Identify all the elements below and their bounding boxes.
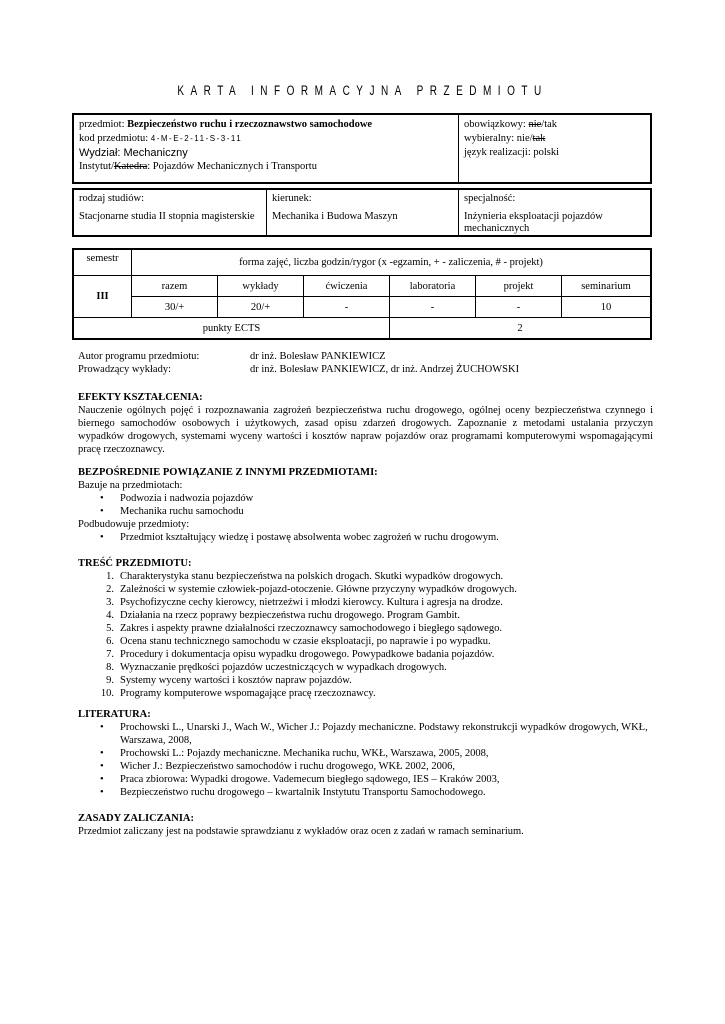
tresc-section [78, 557, 653, 700]
literatura-heading: LITERATURA: [78, 709, 151, 720]
list-item-text: Bezpieczeństwo ruchu drogowego – kwartalnik Instytutu Transportu Samochodowego. [120, 787, 486, 798]
value-cwiczenia: - [304, 297, 390, 318]
studies-table [72, 188, 652, 237]
kod-value: 4-M-E-2-11-S-3-11 [150, 134, 243, 143]
semestr-header: semestr [73, 249, 132, 276]
ects-value: 2 [390, 318, 652, 340]
list-item-text: Prochowski L., Unarski J., Wach W., Wicher J.: Pojazdy mechaniczne. Podstawy rekonstrukcji wypadków drogowych, WKŁ, Warszawa, 2008, [120, 722, 648, 746]
value-razem: 30/+ [132, 297, 218, 318]
autor-label: Autor programu przedmiotu: [78, 351, 200, 362]
list-item-text: Wicher J.: Bezpieczeństwo samochodów i ruchu drogowego, WKŁ 2002, 2006, [120, 761, 456, 772]
list-item-text: Zależności w systemie człowiek-pojazd-otoczenie. Główne przyczyny wypadków drogowych. [120, 584, 517, 595]
powiazanie-section [78, 466, 653, 544]
list-item [78, 570, 653, 583]
list-number: 1. [106, 571, 114, 582]
value-projekt: - [476, 297, 562, 318]
podbudowuje-list [78, 531, 653, 544]
list-item [78, 635, 653, 648]
list-item-text: Przedmiot kształtujący wiedzę i postawę absolwenta wobec zagrożeń w ruchu drogowym. [120, 532, 499, 543]
kierunek-cell [267, 189, 459, 236]
list-item-text: Systemy wyceny wartości i kosztów napraw pojazdów. [120, 675, 352, 686]
efekty-heading: EFEKTY KSZTAŁCENIA: [78, 392, 203, 403]
list-item-text: Działania na rzecz poprawy bezpieczeństwa ruchu drogowego. Program Gambit. [120, 610, 460, 621]
bullet-icon: • [100, 774, 104, 785]
obowiazkowy-label: obowiązkowy: [464, 119, 529, 130]
semestr-value: III [73, 276, 132, 318]
column-header-wyklady: wykłady [218, 276, 304, 297]
list-number: 3. [106, 597, 114, 608]
rodzaj-cell [73, 189, 267, 236]
column-header-seminarium: seminarium [562, 276, 652, 297]
zasady-section [78, 812, 653, 838]
wybieralny-line [464, 132, 646, 146]
value-laboratoria: - [390, 297, 476, 318]
list-item-text: Procedury i dokumentacja opisu wypadku drogowego. Powypadkowe badania pojazdów. [120, 649, 495, 660]
forms-header: forma zajęć, liczba godzin/rygor (x -egzamin, + - zaliczenia, # - projekt) [132, 249, 652, 276]
list-item-text: Podwozia i nadwozia pojazdów [120, 493, 254, 504]
instytut-line [79, 160, 454, 174]
bullet-icon: • [100, 722, 104, 733]
efekty-section [78, 391, 653, 456]
list-item [78, 531, 653, 544]
efekty-text: Nauczenie ogólnych pojęć i rozpoznawania zagrożeń bezpieczeństwa ruchu drogowego, ogólnej oceny bezpieczeństwa czynnego i biernego samochodów osobowych i użytkowych, zasad opisu zdarzeń drogowych. Zapoznanie z metodami ustalania przyczyn wypadków drogowych, systemami wyceny wartości i kosztów napraw pojazdów oraz programami komputerowymi wspomagającymi pracę rzeczoznawcy. [78, 405, 653, 455]
zasady-text: Przedmiot zaliczany jest na podstawie sprawdzianu z wykładów oraz ocen z zadań w ramach seminarium. [78, 826, 524, 837]
kierunek-value: Mechanika i Budowa Maszyn [272, 211, 398, 222]
jezyk-line: język realizacji: polski [464, 147, 560, 158]
katedra-label: Katedra [114, 161, 148, 172]
list-item-text: Prochowski L.: Pojazdy mechaniczne. Mechanika ruchu, WKŁ, Warszawa, 2005, 2008, [120, 748, 489, 759]
list-item [78, 492, 653, 505]
list-number: 9. [106, 675, 114, 686]
column-header-projekt: projekt [476, 276, 562, 297]
list-item [78, 596, 653, 609]
obowiazkowy-line [464, 118, 646, 132]
list-item [78, 773, 653, 786]
zasady-heading: ZASADY ZALICZANIA: [78, 813, 195, 824]
list-item [78, 583, 653, 596]
podbudowuje-label: Podbudowuje przedmioty: [78, 519, 190, 530]
column-header-razem: razem [132, 276, 218, 297]
value-wyklady: 20/+ [218, 297, 304, 318]
list-item [78, 721, 653, 747]
list-item [78, 786, 653, 799]
list-item [78, 609, 653, 622]
bullet-icon: • [100, 761, 104, 772]
list-item-text: Ocena stanu technicznego samochodu w czasie eksploatacji, po naprawie i po wypadku. [120, 636, 491, 647]
bazuje-label: Bazuje na przedmiotach: [78, 480, 183, 491]
przedmiot-label: przedmiot: [79, 119, 125, 130]
list-item [78, 674, 653, 687]
przedmiot-line [79, 118, 454, 132]
wydzial-line: Wydział: Mechaniczny [79, 147, 188, 159]
list-number: 8. [106, 662, 114, 673]
list-item-text: Praca zbiorowa: Wypadki drogowe. Vademecum biegłego sądowego, IES – Kraków 2003, [120, 774, 500, 785]
column-header-laboratoria: laboratoria [390, 276, 476, 297]
bullet-icon: • [100, 532, 104, 543]
list-number: 4. [106, 610, 114, 621]
list-item [78, 687, 653, 700]
obowiazkowy-struck: nie [528, 119, 542, 130]
powiazanie-heading: BEZPOŚREDNIE POWIĄZANIE Z INNYMI PRZEDMIOTAMI: [78, 467, 378, 478]
document-title: KARTA INFORMACYJNA PRZEDMIOTU [177, 84, 548, 99]
kod-line [79, 132, 454, 146]
bullet-icon: • [100, 506, 104, 517]
tresc-heading: TREŚĆ PRZEDMIOTU: [78, 558, 192, 569]
literatura-section [78, 708, 653, 799]
ects-label: punkty ECTS [73, 318, 390, 340]
list-number: 2. [106, 584, 114, 595]
specjalnosc-cell [459, 189, 652, 236]
list-item-text: Wyznaczanie prędkości pojazdów uczestniczących w wypadkach drogowych. [120, 662, 447, 673]
przedmiot-value: Bezpieczeństwo ruchu i rzeczoznawstwo samochodowe [127, 119, 373, 130]
list-item [78, 760, 653, 773]
kierunek-label: kierunek: [272, 193, 312, 204]
list-number: 10. [100, 688, 114, 699]
autor-value: dr inż. Bolesław PANKIEWICZ [250, 351, 386, 362]
list-item [78, 747, 653, 760]
rodzaj-label: rodzaj studiów: [79, 193, 145, 204]
rodzaj-value: Stacjonarne studia II stopnia magisterskie [79, 211, 255, 222]
bazuje-list [78, 492, 653, 518]
literatura-list [78, 721, 653, 799]
wybieralny-struck: tak [532, 133, 546, 144]
instytut-value: : Pojazdów Mechanicznych i Transportu [147, 161, 317, 172]
bullet-icon: • [100, 787, 104, 798]
instytut-label: Instytut/ [79, 161, 115, 172]
list-item [78, 622, 653, 635]
specjalnosc-label: specjalność: [464, 193, 516, 204]
list-item [78, 648, 653, 661]
list-number: 6. [106, 636, 114, 647]
course-info-left [73, 114, 459, 183]
tresc-list [78, 570, 653, 700]
list-item-text: Charakterystyka stanu bezpieczeństwa na polskich drogach. Skutki wypadków drogowych. [120, 571, 504, 582]
course-info-table [72, 113, 652, 184]
obowiazkowy-rest: /tak [541, 119, 558, 130]
list-item [78, 661, 653, 674]
course-info-right [459, 114, 652, 183]
list-item [78, 505, 653, 518]
list-item-text: Mechanika ruchu samochodu [120, 506, 244, 517]
class-forms-table [72, 248, 652, 340]
list-item-text: Programy komputerowe wspomagające pracę rzeczoznawcy. [120, 688, 376, 699]
list-item-text: Zakres i aspekty prawne działalności rzeczoznawcy samochodowego i biegłego sądowego. [120, 623, 502, 634]
prowadzacy-value: dr inż. Bolesław PANKIEWICZ, dr inż. Andrzej ŻUCHOWSKI [250, 364, 520, 375]
prowadzacy-label: Prowadzący wykłady: [78, 364, 172, 375]
list-number: 5. [106, 623, 114, 634]
list-item-text: Psychofizyczne cechy kierowcy, nietrzeźwi i młodzi kierowcy. Kultura i agresja na drodze. [120, 597, 503, 608]
value-seminarium: 10 [562, 297, 652, 318]
list-number: 7. [106, 649, 114, 660]
bullet-icon: • [100, 493, 104, 504]
wybieralny-label: wybieralny: nie/ [464, 133, 533, 144]
specjalnosc-value: Inżynieria eksploatacji pojazdów mechanicznych [464, 211, 603, 234]
bullet-icon: • [100, 748, 104, 759]
column-header-cwiczenia: ćwiczenia [304, 276, 390, 297]
kod-label: kod przedmiotu: [79, 133, 149, 144]
